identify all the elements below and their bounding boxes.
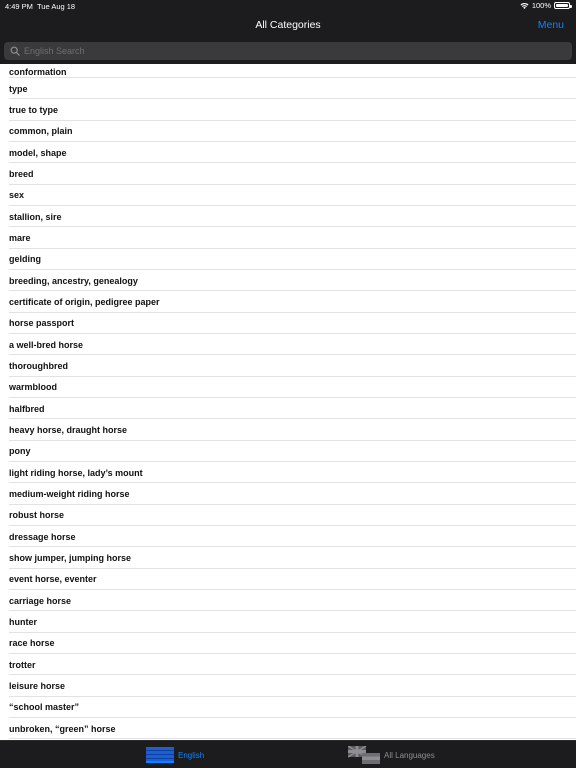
list-item[interactable] xyxy=(0,227,576,248)
list-item-label: light riding horse, lady’s mount xyxy=(9,467,143,478)
status-bar xyxy=(0,0,576,12)
tab-all-languages[interactable] xyxy=(348,741,435,768)
list-item[interactable] xyxy=(0,291,576,312)
list-item-label: show jumper, jumping horse xyxy=(9,552,132,563)
list-item-label: horse passport xyxy=(9,318,75,329)
battery-percent: 100% xyxy=(531,1,551,10)
list-item[interactable] xyxy=(0,633,576,654)
list-item-label: gelding xyxy=(9,254,41,265)
list-item[interactable] xyxy=(0,78,576,99)
list-item[interactable] xyxy=(0,355,576,376)
list-item[interactable] xyxy=(0,334,576,355)
status-date: Tue Aug 18 xyxy=(37,2,76,11)
list-item-label: a well-bred horse xyxy=(9,339,84,350)
list-item[interactable] xyxy=(0,611,576,632)
multi-flag-icon xyxy=(348,746,380,764)
list-item-label: leisure horse xyxy=(9,680,66,691)
list-item[interactable] xyxy=(0,675,576,696)
list-item-label: race horse xyxy=(9,638,55,649)
list-item[interactable] xyxy=(0,590,576,611)
list-item-label: breeding, ancestry, genealogy xyxy=(9,275,138,286)
list-item[interactable] xyxy=(0,505,576,526)
wifi-icon xyxy=(520,2,529,10)
list-item[interactable] xyxy=(0,64,576,78)
page-title: All Categories xyxy=(255,19,321,31)
list-item[interactable] xyxy=(0,249,576,270)
list-item[interactable] xyxy=(0,483,576,504)
list-item[interactable] xyxy=(0,99,576,120)
list-item[interactable] xyxy=(0,697,576,718)
list-item[interactable] xyxy=(0,547,576,568)
search-icon xyxy=(10,46,20,56)
list-item-label: robust horse xyxy=(9,510,65,521)
tab-bar xyxy=(0,740,576,768)
list-item[interactable] xyxy=(0,313,576,334)
list-item-label: mare xyxy=(9,232,31,243)
list-item[interactable] xyxy=(0,121,576,142)
list-item[interactable] xyxy=(0,526,576,547)
list-item-label: hunter xyxy=(9,616,37,627)
battery-icon xyxy=(554,2,570,9)
tab-english-label: English xyxy=(178,750,205,760)
list-item-label: certificate of origin, pedigree paper xyxy=(9,296,160,307)
list-item-label: halfbred xyxy=(9,403,45,414)
list-item-label: pony xyxy=(9,446,31,457)
list-item[interactable] xyxy=(0,377,576,398)
list-item-label: unbroken, “green” horse xyxy=(9,723,116,734)
category-list[interactable] xyxy=(0,64,576,740)
list-item-label: type xyxy=(9,83,28,94)
list-item[interactable] xyxy=(0,462,576,483)
list-item-label: sex xyxy=(9,190,25,201)
search-field[interactable] xyxy=(4,42,572,60)
list-item-label: common, plain xyxy=(9,126,73,137)
list-item-label: trotter xyxy=(9,659,36,670)
search-bar xyxy=(0,40,576,64)
list-item[interactable] xyxy=(0,569,576,590)
list-item-label: thoroughbred xyxy=(9,360,68,371)
menu-button[interactable]: Menu xyxy=(537,19,564,31)
list-item-label: stallion, sire xyxy=(9,211,62,222)
list-item-label: event horse, eventer xyxy=(9,574,97,585)
list-item[interactable] xyxy=(0,718,576,739)
list-item-label: medium-weight riding horse xyxy=(9,488,130,499)
status-right xyxy=(520,1,570,10)
list-item-label: carriage horse xyxy=(9,595,72,606)
english-flag-icon xyxy=(146,747,174,763)
list-item-label: true to type xyxy=(9,104,59,115)
tab-english[interactable] xyxy=(146,741,204,768)
list-item[interactable] xyxy=(0,398,576,419)
list-item[interactable] xyxy=(0,654,576,675)
list-item-label: heavy horse, draught horse xyxy=(9,424,128,435)
list-item[interactable] xyxy=(0,419,576,440)
search-input[interactable] xyxy=(24,42,566,60)
list-item-label: model, shape xyxy=(9,147,67,158)
status-time: 4:49 PM xyxy=(5,2,33,11)
list-item[interactable] xyxy=(0,206,576,227)
navigation-bar xyxy=(0,12,576,40)
list-item-label: “school master” xyxy=(9,702,80,713)
list-item[interactable] xyxy=(0,142,576,163)
tab-all-languages-label: All Languages xyxy=(384,750,435,760)
list-item-label: dressage horse xyxy=(9,531,76,542)
list-item[interactable] xyxy=(0,270,576,291)
list-item[interactable] xyxy=(0,441,576,462)
list-item[interactable] xyxy=(0,163,576,184)
list-item-label: breed xyxy=(9,168,34,179)
list-item-label: conformation xyxy=(9,67,67,77)
list-item-label: warmblood xyxy=(9,382,58,393)
list-item[interactable] xyxy=(0,185,576,206)
